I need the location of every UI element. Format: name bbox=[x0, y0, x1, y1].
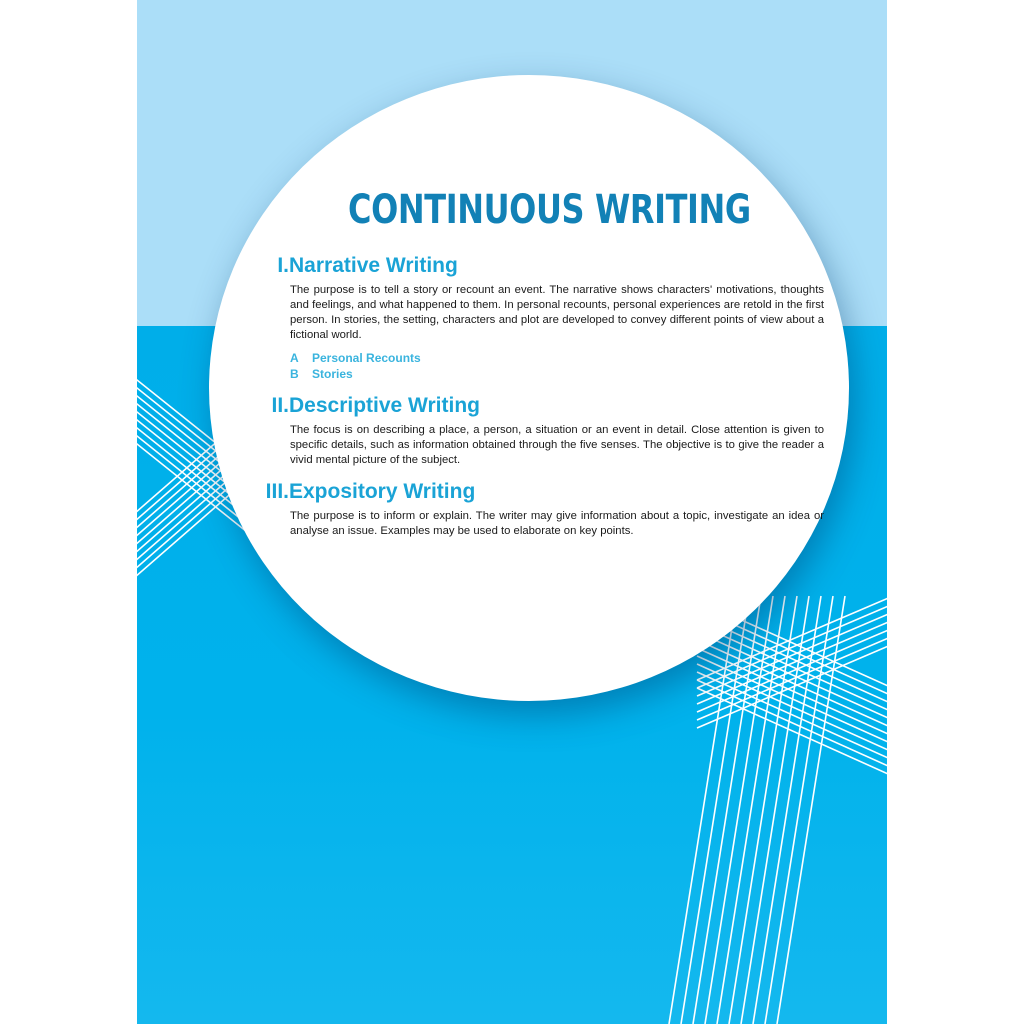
section-numeral: III. bbox=[265, 480, 289, 504]
section-heading bbox=[252, 480, 824, 503]
section-numeral: II. bbox=[271, 394, 289, 418]
subsection-item bbox=[290, 366, 824, 382]
section-descriptive-writing bbox=[252, 394, 824, 468]
section-body: The purpose is to inform or explain. The writer may give information about a topic, investigate an idea or analyse an issue. Examples may be used to elaborate on key points. bbox=[290, 510, 824, 538]
section-title: Expository Writing bbox=[289, 480, 476, 504]
content-area bbox=[252, 188, 824, 551]
section-narrative-writing bbox=[252, 254, 824, 382]
section-title: Descriptive Writing bbox=[289, 394, 480, 418]
section-heading bbox=[252, 394, 824, 417]
decor-line bbox=[697, 680, 887, 770]
subsection-item bbox=[290, 350, 824, 366]
subsection-letter: A bbox=[290, 351, 299, 366]
section-expository-writing bbox=[252, 480, 824, 539]
subsection-label: Stories bbox=[312, 367, 353, 382]
section-numeral: I. bbox=[277, 254, 289, 277]
section-body: The focus is on describing a place, a person, a situation or an event in detail. Close attention is given to specific details, such as information obtained through the five senses. The objective is to give the reader a vivid mental picture of the subject. bbox=[290, 424, 824, 467]
section-title: Narrative Writing bbox=[289, 254, 458, 277]
section-heading bbox=[252, 254, 824, 277]
subsection-label: Personal Recounts bbox=[312, 351, 421, 366]
section-body: The purpose is to tell a story or recount an event. The narrative shows characters' motivations, thoughts and feelings, and what happened to them. In personal recounts, personal experiences are retold in the first person. In stories, the setting, characters and plot are developed to convey different points of view about a fictional world. bbox=[290, 284, 824, 342]
page-title: CONTINUOUS WRITING bbox=[348, 187, 751, 233]
subsection-list bbox=[290, 350, 824, 382]
subsection-letter: B bbox=[290, 367, 299, 382]
